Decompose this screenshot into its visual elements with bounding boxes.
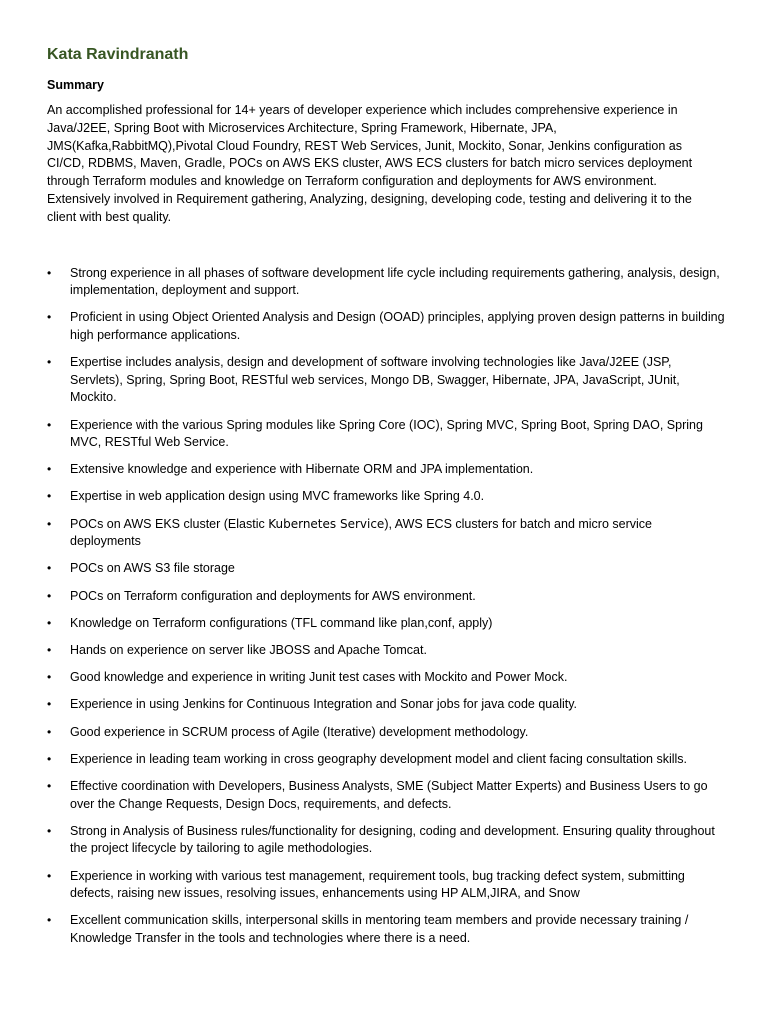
candidate-name: Kata Ravindranath [47,46,189,63]
bullet-item [47,309,725,344]
bullet-item [47,461,725,479]
bullet-text: Experience with the various Spring modules like Spring Core (IOC), Spring MVC, Spring Boot, Spring DAO, Spring MVC, RESTful Web Service. [70,417,703,450]
bullet-icon: • [47,355,52,370]
bullet-item [47,912,725,947]
bullet-item [47,868,725,903]
bullet-item [47,560,725,578]
bullet-item [47,265,725,300]
bullet-text: Expertise in web application design using MVC frameworks like Spring 4.0. [70,489,485,504]
bullet-icon: • [47,561,52,576]
bullet-icon: • [47,489,52,504]
bullet-icon: • [47,417,52,432]
summary-heading: Summary [47,78,104,92]
bullet-text: Strong in Analysis of Business rules/functionality for designing, coding and development. Ensuring quality throughout the project lifecycle by tailoring to agile methodologies. [70,823,715,856]
bullet-text: POCs on AWS S3 file storage [70,561,235,576]
bullet-text: Experience in leading team working in cross geography development model and client facing consultation skills. [70,751,688,766]
bullet-item [47,642,725,660]
bullet-icon: • [47,516,52,531]
bullet-text: Effective coordination with Developers, Business Analysts, SME (Subject Matter Experts) and Business Users to go over the Change Requests, Design Docs, requirements, and defects. [70,778,708,811]
bullet-icon: • [47,751,52,766]
bullet-icon: • [47,615,52,630]
bullet-item [47,724,725,742]
bullet-text: Hands on experience on server like JBOSS and Apache Tomcat. [70,643,427,658]
bullet-icon: • [47,670,52,685]
bullet-icon: • [47,310,52,325]
bullet-text: Experience in working with various test management, requirement tools, bug tracking defect system, submitting defects, raising new issues, resolving issues, enhancements using HP ALM,JIRA, and Snow [70,868,685,901]
bullet-item [47,778,725,813]
bullet-text: Extensive knowledge and experience with Hibernate ORM and JPA implementation. [70,462,534,477]
bullet-icon: • [47,697,52,712]
bullet-item [47,696,725,714]
bullet-text: Good experience in SCRUM process of Agile (Iterative) development methodology. [70,724,529,739]
bullet-icon: • [47,778,52,793]
bullet-item [47,669,725,687]
bullet-text: Knowledge on Terraform configurations (TFL command like plan,conf, apply) [70,615,493,630]
summary-paragraph: An accomplished professional for 14+ years of developer experience which includes comprehensive experience in Java/J2EE, Spring Boot with Microservices Architecture, Spring Framework, Hibernate, JPA, JMS(Kafka,RabbitMQ),Pivotal Cloud Foundry, REST Web Services, Junit, Mockito, Sonar, Jenkins configuration as CI/CD, RDBMS, Maven, Gradle, POCs on AWS EKS cluster, AWS ECS clusters for batch micro services deployment through Terraform modules and knowledge on Terraform configuration and deployments for AWS environment. Extensively involved in Requirement gathering, Analyzing, designing, developing code, testing and delivering it to the client with best quality. [47,103,693,224]
bullet-icon: • [47,913,52,928]
bullet-item [47,588,725,606]
bullet-text: Experience in using Jenkins for Continuous Integration and Sonar jobs for java code quality. [70,697,578,712]
bullet-item [47,615,725,633]
bullet-icon: • [47,265,52,280]
bullet-icon: • [47,643,52,658]
bullet-text: Strong experience in all phases of software development life cycle including requirements gathering, analysis, design, implementation, deployment and support. [70,265,720,298]
bullet-text-suffix: ), AWS ECS clusters for batch and micro service deployments [70,516,652,549]
bullet-item [47,516,725,551]
bullet-icon: • [47,823,52,838]
bullet-text-alt: Kubernetes Service [268,516,385,531]
bullet-text: POCs on Terraform configuration and deployments for AWS environment. [70,588,476,603]
bullet-icon: • [47,724,52,739]
bullet-text: Expertise includes analysis, design and development of software involving technologies like Java/J2EE (JSP, Servlets), Spring, Spring Boot, RESTful web services, Mongo DB, Swagger, Hibernate, JPA, JavaScript, JUnit, Mockito. [70,355,680,405]
bullet-item [47,354,725,407]
bullet-icon: • [47,868,52,883]
experience-bullet-list [47,265,724,948]
bullet-item [47,823,725,858]
bullet-item [47,417,725,452]
bullet-icon: • [47,462,52,477]
bullet-item [47,488,725,506]
bullet-item [47,751,725,769]
bullet-text: Excellent communication skills, interpersonal skills in mentoring team members and provide necessary training / Knowledge Transfer in the tools and technologies where there is a need. [70,913,689,945]
bullet-text-prefix: POCs on AWS EKS cluster (Elastic [70,516,269,531]
bullet-text: Proficient in using Object Oriented Analysis and Design (OOAD) principles, applying proven design patterns in building high performance applications. [70,310,725,342]
bullet-icon: • [47,588,52,603]
bullet-text: Good knowledge and experience in writing Junit test cases with Mockito and Power Mock. [70,670,568,685]
